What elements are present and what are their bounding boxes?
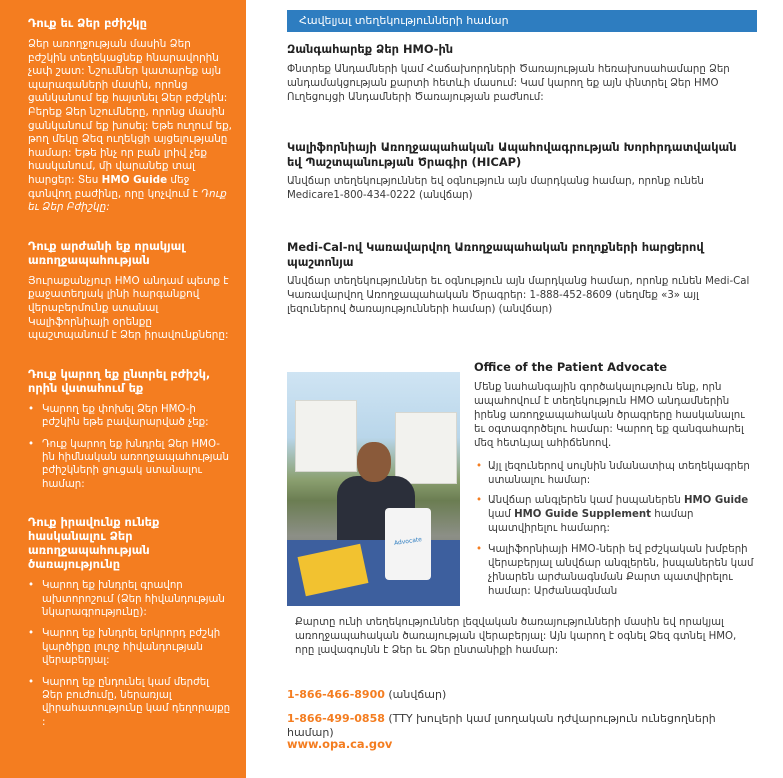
sidebar-heading: Դուք կարող եք ընտրել բժիշկ, որին վստահում եք xyxy=(28,366,211,395)
medical-text: Անվճար տեղեկություններ եւ օգնություն այն մարդկանց համար, որոնք ունեն Medi-Cal Կառավարվող Առողջապահական Ծրագրեր: 1-888-452-8609 (սեղմեք «3» այլ լեզուներով ծառայությունների համար) (անվճար) xyxy=(287,276,750,316)
opa-list xyxy=(474,460,754,600)
list-item xyxy=(28,579,232,619)
hmo-text: Փնտրեք Անդամների կամ Հաճախորդների Ծառայության հեռախոսահամարը Ձեր անդամակցության քարտի հետևի մասում: Կամ կարող եք այն փնտրել Ձեր HMO Ուղեցույցի Անդամների Ծառայության բաժնում: xyxy=(287,63,730,103)
list-item xyxy=(28,403,232,430)
hicap-block xyxy=(287,140,753,203)
opa-heading: Office of the Patient Advocate xyxy=(474,360,667,374)
bullet-icon: • xyxy=(476,543,483,555)
section-title-italic: Դուք եւ Ձեր Բժիշկը: xyxy=(28,187,227,214)
contact-website-line xyxy=(287,737,757,752)
list-item-text: համար պատվիրելու համարդ: xyxy=(488,509,694,535)
photo-tent xyxy=(395,412,457,484)
section-banner: Հավելյալ տեղեկությունների համար xyxy=(287,10,757,32)
phone-note: (TTY խուլերի կամ լսողական դժվարություն ունեցողների համար) xyxy=(287,712,716,739)
opa-text: Մենք նահանգային գործակալություն ենք, որն ապահովում է տեղեկություն HMO անդամներին իրենց առողջապահական ծրագրերը հասկանալու եւ օգտագործելու համար: Կարող եք զանգահարել մեզ հետևյալ ահիճենոով. xyxy=(474,381,745,450)
bullet-icon: • xyxy=(28,438,35,450)
photo-bag-text: Advocate xyxy=(393,536,423,547)
list-item-text: Կալիֆորնիայի HMO-ների եվ բժշկական խմբերի վերաբերյալ անվճար անգլերեն, իսպաներեն կամ չինարեն արժանագնման Քարտ պատվիրելու համար: Արժանագնման xyxy=(488,543,754,598)
bullet-icon: • xyxy=(28,580,35,592)
list-item-text: կամ xyxy=(488,509,515,521)
photo-person-head xyxy=(357,442,391,482)
list-item xyxy=(474,460,754,488)
sidebar-text xyxy=(28,38,232,215)
bullet-icon: • xyxy=(28,676,35,688)
opa-continuation-text: Քարտը ունի տեղեկություններ լեզվական ծառայությունների մասին եվ որակյալ առողջապահական ծառայության վերաբերյալ: Այն կարող է օգնել Ձեզ գտնել HMO, որը լավագույնն է Ձեր եւ Ձեր ընտանիքի համար: xyxy=(295,617,737,657)
bullet-icon: • xyxy=(28,403,35,415)
sidebar-heading: Դուք իրավունք ունեք հասկանալու Ձեր առողջապահության ծառայությունը xyxy=(28,515,160,572)
sidebar-heading: Դուք արժանի եք որակյալ առողջապահության xyxy=(28,238,185,267)
medical-block xyxy=(287,240,753,318)
hmo-guide-supplement-bold: HMO Guide Supplement xyxy=(514,509,652,521)
medical-heading: Medi-Cal-ով Կառավարվող Առողջապահական բողոքների հարցերով պաշտոնյա xyxy=(287,240,704,269)
sidebar-section-doctor xyxy=(28,16,232,215)
list-item xyxy=(28,676,232,730)
list-item-text: Կարող եք խնդրել գրավոր ախտորոշում (Ձեր հիվանդության նկարագրությունը): xyxy=(42,580,225,618)
hmo-guide-bold: HMO Guide xyxy=(101,173,168,186)
sidebar-text-part: Ձեր առողջության մասին Ձեր բժշկին տեղեկացնեք հնարավորին չափ շատ: Նշումներ կատարեք այն պարագաների մասին, որոնց ցանկանում եք հայտնել Ձեր բժշկին: Բերեք Ձեր նշումները, որոնց մասին ցանկանում եք խոսել: Եթե ուղում եք, թող մեկը Ձեզ ուղեկցի այցելությանը համար: Եթե ինչ որ բան լրիվ չեք հասկանում, մի վարանեք տալ հարցեր: Տես xyxy=(28,38,232,186)
phone-note: (անվճար) xyxy=(384,688,447,701)
list-item xyxy=(28,627,232,667)
list-item xyxy=(28,438,232,492)
hicap-text: Անվճար տեղեկություններ եվ օգնություն այն մարդկանց համար, որոնք ունեն Medicare1-800-434-0222 (անվճար) xyxy=(287,176,704,202)
website-link[interactable]: www.opa.ca.gov xyxy=(287,737,393,751)
list-item-text: Կարող եք ընդունել կամ մերժել Ձեր բուժումը, ներառյալ վիրահատությունը կամ դեղորայքը : xyxy=(42,676,231,728)
sidebar-list xyxy=(28,403,232,491)
list-item-text: Այլ լեզուներով սույնին նմանատիպ տեղեկագրեր ստանալու համար: xyxy=(488,460,750,486)
opa-block xyxy=(474,360,754,605)
sidebar-section-choose-doctor xyxy=(28,367,232,491)
list-item-text: Անվճար անգլերեն կամ իսպաներեն xyxy=(488,494,685,506)
sidebar-section-quality xyxy=(28,239,232,343)
contact-phone2-line xyxy=(287,712,757,740)
bullet-icon: • xyxy=(476,494,483,506)
sidebar-heading: Դուք եւ Ձեր բժիշկը xyxy=(28,16,147,30)
hicap-heading: Կալիֆորնիայի Առողջապահական Ապահովագրության Խորհրդատվական եվ Պաշտպանության Ծրագիր (HICAP) xyxy=(287,140,737,169)
bullet-icon: • xyxy=(28,628,35,640)
sidebar-section-understand xyxy=(28,515,232,729)
hmo-guide-bold: HMO Guide xyxy=(684,494,749,506)
opa-continuation xyxy=(295,616,755,659)
list-item-text: Դուք կարող եք խնդրել Ձեր HMO-ին հիմնական առողջապահության բժիշկների ցուցակ ստանալու համար: xyxy=(42,438,229,490)
contact-phone1-line xyxy=(287,688,757,702)
list-item xyxy=(474,543,754,600)
hmo-heading: Զանգահարեք Ձեր HMO-ին xyxy=(287,42,454,56)
phone-number-tollfree[interactable]: 1-866-466-8900 xyxy=(287,688,385,701)
hmo-block xyxy=(287,42,753,105)
phone-number-tty[interactable]: 1-866-499-0858 xyxy=(287,712,385,725)
list-item-text: Կարող եք փոխել Ձեր HMO-ի բժշկին եթե բավարարված չեք: xyxy=(42,403,209,429)
photo-tent xyxy=(295,400,357,472)
sidebar-list xyxy=(28,579,232,729)
list-item-text: Կարող եք խնդրել երկրորդ բժշկի կարծիքը լուրջ հիվանդության վերաբերյալ: xyxy=(42,628,221,667)
list-item xyxy=(474,494,754,537)
sidebar xyxy=(0,0,246,778)
sidebar-text: Յուրաքանչյուր HMO անդամ պետք է քաջատեղյակ լինի հարգանքով վերաբերմունք ստանալ Կալիֆորնիայի օրենքը պաշտպանում է Ձեր իրավունքները: xyxy=(28,274,229,342)
sidebar-text-part: մեջ գտնվող բաժինը, որը կոչվում է xyxy=(28,173,202,200)
sidebar-divider xyxy=(246,0,276,778)
bullet-icon: • xyxy=(476,460,483,472)
photo-bag xyxy=(385,508,431,580)
photo-outreach xyxy=(287,372,460,606)
